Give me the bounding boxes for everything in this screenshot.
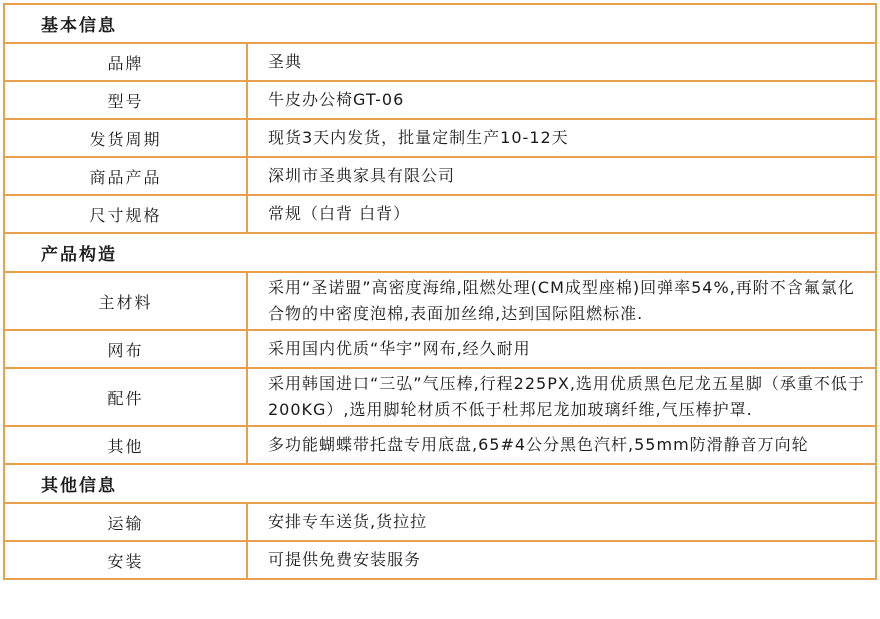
table-row <box>4 81 876 119</box>
row-value-other: 多功能蝴蝶带托盘专用底盘,65#4公分黑色汽杆,55mm防滑静音万向轮 <box>247 426 876 464</box>
section-header-row <box>4 464 876 503</box>
row-value-mesh: 采用国内优质“华宇”网布,经久耐用 <box>247 330 876 368</box>
row-label-delivery-cycle: 发货周期 <box>4 119 247 157</box>
row-label-other: 其他 <box>4 426 247 464</box>
row-label-shipping: 运输 <box>4 503 247 541</box>
section-header-row <box>4 233 876 272</box>
row-label-mesh: 网布 <box>4 330 247 368</box>
section-title-basic-info: 基本信息 <box>4 4 876 43</box>
row-value-installation: 可提供免费安装服务 <box>247 541 876 579</box>
table-row <box>4 272 876 330</box>
spec-table <box>3 3 877 580</box>
table-row <box>4 541 876 579</box>
row-label-main-material: 主材料 <box>4 272 247 330</box>
row-value-model: 牛皮办公椅GT-06 <box>247 81 876 119</box>
table-row <box>4 503 876 541</box>
row-label-installation: 安装 <box>4 541 247 579</box>
table-row <box>4 43 876 81</box>
table-row <box>4 157 876 195</box>
row-label-model: 型号 <box>4 81 247 119</box>
row-label-size: 尺寸规格 <box>4 195 247 233</box>
table-row <box>4 195 876 233</box>
section-title-construction: 产品构造 <box>4 233 876 272</box>
table-row <box>4 330 876 368</box>
section-title-other-info: 其他信息 <box>4 464 876 503</box>
section-header-row <box>4 4 876 43</box>
row-value-shipping: 安排专车送货,货拉拉 <box>247 503 876 541</box>
row-value-delivery-cycle: 现货3天内发货，批量定制生产10-12天 <box>247 119 876 157</box>
table-row <box>4 368 876 426</box>
row-value-brand: 圣典 <box>247 43 876 81</box>
row-label-accessories: 配件 <box>4 368 247 426</box>
table-row <box>4 426 876 464</box>
row-value-size: 常规（白背 白背） <box>247 195 876 233</box>
row-value-main-material: 采用“圣诺盟”高密度海绵,阻燃处理(CM成型座棉)回弹率54%,再附不含氟氯化合物的中密度泡棉,表面加丝绵,达到国际阻燃标准. <box>247 272 876 330</box>
row-value-manufacturer: 深圳市圣典家具有限公司 <box>247 157 876 195</box>
table-row <box>4 119 876 157</box>
row-label-manufacturer: 商品产品 <box>4 157 247 195</box>
row-label-brand: 品牌 <box>4 43 247 81</box>
row-value-accessories: 采用韩国进口“三弘”气压棒,行程225PX,选用优质黑色尼龙五星脚（承重不低于200KG）,选用脚轮材质不低于杜邦尼龙加玻璃纤维,气压棒护罩. <box>247 368 876 426</box>
